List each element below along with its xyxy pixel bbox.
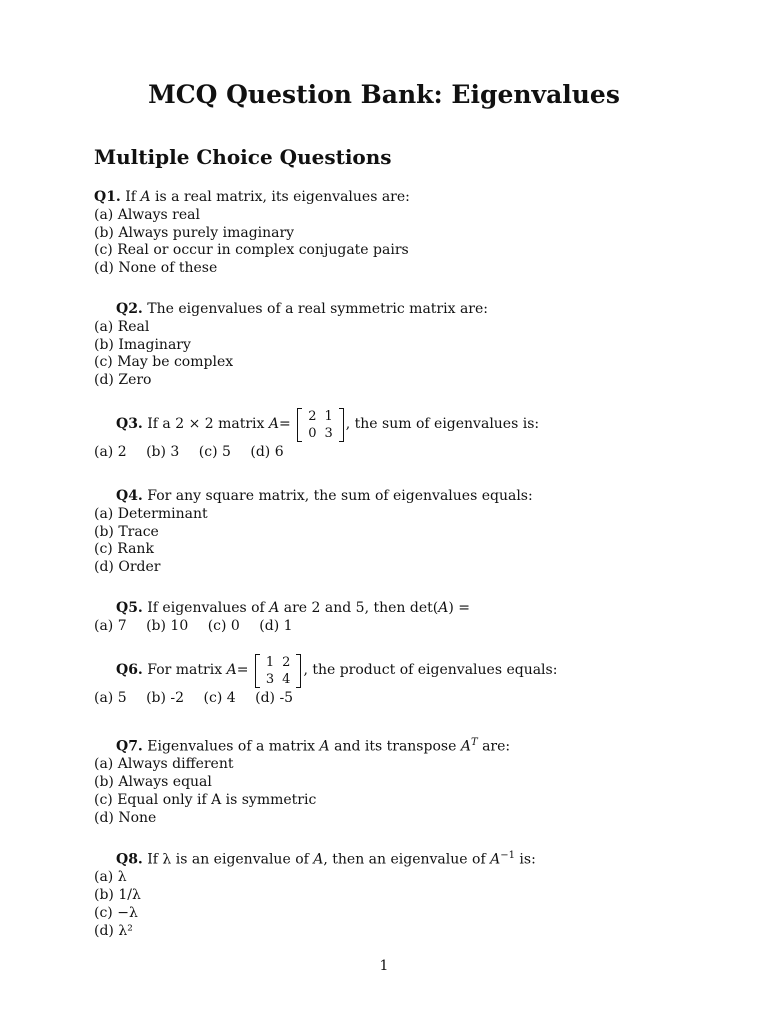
question-5 [94,600,694,636]
question-2 [94,301,694,390]
question-8-option-d[interactable]: (d) λ² [94,922,133,939]
question-8-stem-post: is: [519,851,536,868]
question-7-option-a[interactable]: (a) Always different [94,756,234,773]
question-2-option-d[interactable]: (d) Zero [94,372,152,389]
question-4-option-a[interactable]: (a) Determinant [94,505,208,522]
question-3-option-d[interactable]: (d) 6 [250,444,284,460]
question-6-equals: = [236,662,249,679]
question-2-option-a[interactable]: (a) Real [94,318,150,335]
question-7-stem-pre: Eigenvalues of a matrix [147,738,316,755]
question-8-stem [94,847,694,869]
question-1-var: A [140,189,151,205]
question-7-number: Q7. [116,738,143,755]
question-8-option-b[interactable]: (b) 1/λ [94,887,141,904]
question-5-stem-pre: If eigenvalues of [147,600,265,616]
question-8-option-c[interactable]: (c) −λ [94,905,138,922]
question-3-number: Q3. [116,416,143,433]
page-number: 1 [379,958,389,974]
question-1-number: Q1. [94,189,121,205]
question-3-equals: = [279,416,291,433]
question-1-stem [94,189,694,207]
question-2-number: Q2. [116,301,143,317]
question-1 [94,189,694,278]
question-8-sup: −1 [500,850,515,861]
question-5-number: Q5. [116,600,143,616]
question-8-var2: A [490,851,501,868]
question-3-var: A [268,416,280,433]
question-6-number: Q6. [116,662,143,679]
question-5-stem-post: ) = [448,600,470,616]
question-5-option-a[interactable]: (a) 7 [94,617,127,634]
question-6-var: A [226,662,237,679]
question-4-stem [94,488,694,506]
question-6-stem-pre: For matrix [147,662,223,679]
question-7-var: A [319,738,330,755]
question-6-option-a[interactable]: (a) 5 [94,690,127,706]
matrix-cell: 3 [324,426,333,441]
page-title: MCQ Question Bank: Eigenvalues [148,80,620,109]
question-3 [94,408,694,462]
question-3-matrix [297,408,344,442]
question-8 [94,847,694,941]
question-7-stem-mid: and its transpose [334,738,457,755]
question-1-option-d[interactable]: (d) None of these [94,260,218,277]
question-3-option-c[interactable]: (c) 5 [198,444,231,460]
question-4-stem-text: For any square matrix, the sum of eigenvalues equals: [147,488,533,504]
question-7 [94,734,694,828]
matrix-cell: 2 [308,409,317,424]
section-heading: Multiple Choice Questions [94,145,392,169]
question-5-option-d[interactable]: (d) 1 [259,617,293,634]
question-5-stem-mid: are 2 and 5, then det( [283,600,439,616]
matrix-cell: 3 [265,672,275,687]
question-6 [94,654,694,708]
question-8-stem-pre: If λ is an eigenvalue of [147,851,309,868]
question-2-option-c[interactable]: (c) May be complex [94,354,234,371]
question-8-stem-mid: , then an eigenvalue of [323,851,486,868]
question-8-var: A [313,851,324,868]
question-5-var: A [269,600,280,616]
question-6-stem-post: , the product of eigenvalues equals: [303,662,558,679]
question-6-option-d[interactable]: (d) -5 [255,690,294,706]
question-6-option-c[interactable]: (c) 4 [203,690,236,706]
question-4-option-d[interactable]: (d) Order [94,559,161,576]
question-2-stem [94,301,694,319]
question-4-number: Q4. [116,488,143,504]
question-5-stem [94,600,694,618]
question-6-matrix [255,654,302,688]
question-1-stem-post: is a real matrix, its eigenvalues are: [155,189,410,205]
matrix-cell: 1 [265,655,275,670]
question-5-option-c[interactable]: (c) 0 [207,617,240,634]
question-3-option-b[interactable]: (b) 3 [146,444,180,460]
question-8-option-a[interactable]: (a) λ [94,869,127,886]
question-5-option-b[interactable]: (b) 10 [146,617,189,634]
question-6-option-b[interactable]: (b) -2 [146,690,185,706]
question-3-options [94,444,694,462]
question-7-option-c[interactable]: (c) Equal only if A is symmetric [94,792,317,809]
question-6-options [94,690,694,708]
question-7-sup: T [470,737,478,748]
question-7-option-b[interactable]: (b) Always equal [94,774,212,791]
question-3-stem-pre: If a 2 × 2 matrix [147,416,265,433]
question-3-stem-post: , the sum of eigenvalues is: [345,416,540,433]
matrix-cell: 0 [308,426,317,441]
question-4-option-c[interactable]: (c) Rank [94,541,154,558]
matrix-cell: 2 [282,655,291,670]
question-1-option-b[interactable]: (b) Always purely imaginary [94,224,295,241]
question-5-var2: A [438,600,449,616]
question-4-option-b[interactable]: (b) Trace [94,523,159,540]
question-8-number: Q8. [116,851,143,868]
question-7-var2: A [460,738,471,755]
question-6-stem [94,654,694,688]
matrix-cell: 1 [324,409,333,424]
question-1-option-a[interactable]: (a) Always real [94,206,200,223]
question-3-stem [94,408,694,442]
question-7-stem-post: are: [482,738,511,755]
question-5-options [94,618,694,636]
question-7-stem [94,734,694,756]
question-1-stem-pre: If [125,189,136,205]
question-7-option-d[interactable]: (d) None [94,809,157,826]
question-3-option-a[interactable]: (a) 2 [94,444,127,460]
question-4 [94,488,694,577]
question-1-option-c[interactable]: (c) Real or occur in complex conjugate pairs [94,242,409,259]
question-2-option-b[interactable]: (b) Imaginary [94,336,191,353]
question-2-stem-text: The eigenvalues of a real symmetric matrix are: [147,301,488,317]
matrix-cell: 4 [282,672,291,687]
